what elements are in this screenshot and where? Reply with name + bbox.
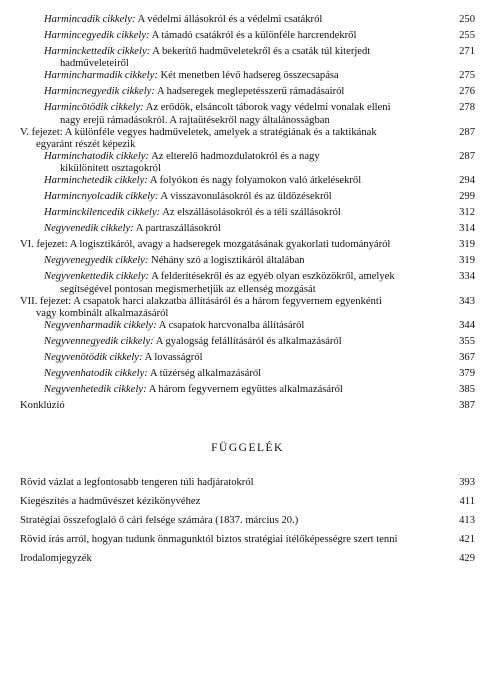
page-number: 344 — [459, 320, 475, 332]
toc-entry-text — [20, 296, 475, 320]
section-label: Harmincegyedik cikkely: — [44, 30, 150, 41]
toc-entry-text — [44, 86, 475, 98]
entry-title: A bekerítő hadműveletekről és a csaták túl kiterjedt — [152, 46, 371, 57]
toc-entry — [20, 336, 475, 352]
toc-entry — [20, 400, 475, 416]
toc-entry — [20, 102, 475, 126]
appendix-entry — [20, 515, 475, 534]
entry-title: A felderítésekről és az egyéb olyan eszközökről, amelyek — [151, 271, 395, 283]
section-label: Negyvenkettedik cikkely: — [44, 271, 149, 283]
toc-entry-text — [44, 46, 475, 70]
page-number: 287 — [459, 126, 475, 138]
toc-entry-text — [20, 127, 475, 151]
section-label: Negyvenharmadik cikkely: — [44, 320, 157, 332]
toc-entry-text — [44, 352, 475, 364]
page-number: 393 — [459, 477, 475, 489]
entry-title: A tüzérség alkalmazásáról — [149, 368, 262, 380]
page-number: 411 — [459, 496, 475, 508]
page-number: 287 — [459, 151, 475, 163]
toc-entry-text — [44, 175, 475, 187]
page-number: 250 — [459, 14, 475, 25]
toc-entry — [20, 255, 475, 271]
section-label: Harmincnyolcadik cikkely: — [44, 191, 159, 203]
appendix-entry — [20, 553, 475, 572]
page-number: 429 — [459, 553, 475, 565]
entry-title-continued: kikülönített osztagokról — [60, 163, 161, 175]
entry-title: Az elszállásolásokról és a téli szállásokról — [162, 207, 341, 219]
toc-entry-text — [44, 384, 475, 396]
appendix-entry-title: Rövid vázlat a legfontosabb tengeren túli hadjáratokról — [20, 477, 254, 489]
entry-title: A lovasságról — [144, 352, 203, 364]
toc-entry-text — [44, 223, 475, 235]
toc-entry — [20, 151, 475, 175]
section-label: Harminckilencedik cikkely: — [44, 207, 161, 219]
page-number: 343 — [459, 295, 475, 307]
section-label: Negyvenedik cikkely: — [44, 223, 134, 235]
page-number: 367 — [459, 352, 475, 364]
appendix-entry-title: Stratégiai összefoglaló ő cári felsége számára (1837. március 20.) — [20, 515, 299, 527]
toc-entry — [20, 30, 475, 46]
page-number: 314 — [459, 223, 475, 235]
page-number: 355 — [459, 336, 475, 348]
appendix-entry — [20, 477, 475, 496]
toc-entry-text — [44, 320, 475, 332]
toc-entry — [20, 296, 475, 320]
toc-entry-text — [20, 400, 475, 412]
toc-entry — [20, 207, 475, 223]
toc-entry — [20, 384, 475, 400]
entry-title: Az elterelő hadmozdulatokról és a nagy — [151, 151, 320, 163]
toc-entry-text — [44, 336, 475, 348]
toc-entry-text — [44, 70, 475, 82]
appendix-entry-title: Kiegészítés a hadművészet kézikönyvéhez — [20, 496, 201, 508]
page-number: 385 — [459, 384, 475, 396]
table-of-contents — [20, 14, 475, 572]
section-label: Negyvenötödik cikkely: — [44, 352, 143, 364]
page-number: 299 — [459, 191, 475, 203]
appendix-entry — [20, 496, 475, 515]
entry-title: Két menetben lévő hadsereg összecsapása — [160, 70, 339, 82]
entry-title: A partraszállásokról — [135, 223, 221, 235]
section-label: Negyvenhatodik cikkely: — [44, 368, 148, 380]
toc-entry — [20, 175, 475, 191]
entry-title: VI. fejezet: A logisztikáról, avagy a hadseregek mozgatásának gyakorlati tudományáról — [20, 239, 391, 251]
toc-entries — [20, 14, 475, 416]
page-number: 312 — [459, 207, 475, 219]
section-label: Harmincötödik cikkely: — [44, 102, 144, 114]
toc-entry-text — [44, 255, 475, 267]
page-number: 255 — [459, 30, 475, 41]
toc-entry — [20, 352, 475, 368]
entry-title-continued: segítségével pontosan megismerhetjük az ellenség mozgását — [60, 283, 316, 295]
entry-title: A folyókon és nagy folyamokon való átkelésekről — [149, 175, 362, 187]
toc-entry — [20, 191, 475, 207]
toc-entry-text — [44, 151, 475, 175]
toc-entry-text — [20, 239, 475, 251]
entry-title: A védelmi állásokról és a védelmi csatákról — [137, 14, 323, 25]
toc-entry-text — [44, 191, 475, 203]
section-label: Negyvenegyedik cikkely: — [44, 255, 149, 267]
entry-title: VII. fejezet: A csapatok harci alakzatba állításáról és a három fegyvernem egyenkénti — [20, 295, 382, 307]
toc-entry — [20, 271, 475, 295]
page-number: 319 — [459, 239, 475, 251]
section-label: Harmincharmadik cikkely: — [44, 70, 158, 82]
appendix-entry — [20, 534, 475, 553]
page-number: 379 — [459, 368, 475, 380]
toc-entry — [20, 239, 475, 255]
toc-entry — [20, 70, 475, 86]
appendix-entry-title: Rövid írás arról, hogyan tudunk önmagunktól biztos stratégiai ítélőképességre szert tenni — [20, 534, 398, 546]
section-label: Negyvennegyedik cikkely: — [44, 336, 154, 348]
toc-entry — [20, 14, 475, 30]
entry-title: A három fegyvernem együttes alkalmazásáról — [148, 384, 343, 396]
toc-entry-text — [44, 368, 475, 380]
page-number: 421 — [459, 534, 475, 546]
entry-title: Konklúzió — [20, 400, 65, 412]
page-number: 387 — [459, 400, 475, 412]
section-label: Harminchetedik cikkely: — [44, 175, 148, 187]
section-label: Harminckettedik cikkely: — [44, 46, 151, 57]
page-number: 413 — [459, 515, 475, 527]
entry-title: Néhány szó a logisztikáról általában — [151, 255, 305, 267]
entry-title: A visszavonulásokról és az üldözésekről — [160, 191, 332, 203]
section-label: Negyvenhetedik cikkely: — [44, 384, 147, 396]
page-number: 334 — [459, 271, 475, 283]
appendix-entry-title: Irodalomjegyzék — [20, 553, 92, 565]
entry-title: Az erődök, elsáncolt táborok vagy védelmi vonalak elleni — [145, 102, 391, 114]
entry-title-continued: egyaránt részét képezik — [36, 138, 136, 150]
entry-title: A hadseregek meglepetésszerű rámadásairól — [156, 86, 345, 98]
page-number: 294 — [459, 175, 475, 187]
section-label: Harminchatodik cikkely: — [44, 151, 150, 163]
section-label: Harmincadik cikkely: — [44, 14, 136, 25]
entry-title: V. fejezet: A különféle vegyes hadműveletek, amelyek a stratégiának és a taktikának — [20, 126, 377, 138]
toc-entry — [20, 127, 475, 151]
appendix-entries — [20, 477, 475, 572]
entry-title-continued: nagy erejű rámadásokról. A rajtaütésekről nagy általánosságban — [60, 114, 330, 126]
toc-entry — [20, 86, 475, 102]
section-label: Harmincnegyedik cikkely: — [44, 86, 155, 98]
toc-entry — [20, 368, 475, 384]
toc-entry-text — [44, 14, 475, 26]
entry-title-continued: hadműveleteiről — [60, 58, 129, 70]
toc-entry-text — [44, 102, 475, 126]
page-number: 278 — [459, 102, 475, 114]
entry-title: A gyalogság felállításáról és alkalmazásáról — [155, 336, 342, 348]
toc-entry — [20, 320, 475, 336]
toc-entry — [20, 223, 475, 239]
toc-entry-text — [44, 271, 475, 295]
toc-entry-text — [44, 30, 475, 42]
entry-title: A csapatok harcvonalba állításáról — [158, 320, 305, 332]
page-number: 275 — [459, 70, 475, 82]
toc-entry — [20, 46, 475, 70]
appendix-heading: FÜGGELÉK — [211, 442, 284, 455]
page-number: 276 — [459, 86, 475, 98]
entry-title-continued: vagy kombinált alkalmazásáról — [36, 307, 169, 319]
page-number: 319 — [459, 255, 475, 267]
entry-title: A támadó csatákról és a különféle harcrendekről — [151, 30, 357, 41]
toc-entry-text — [44, 207, 475, 219]
page-number: 271 — [459, 46, 475, 57]
